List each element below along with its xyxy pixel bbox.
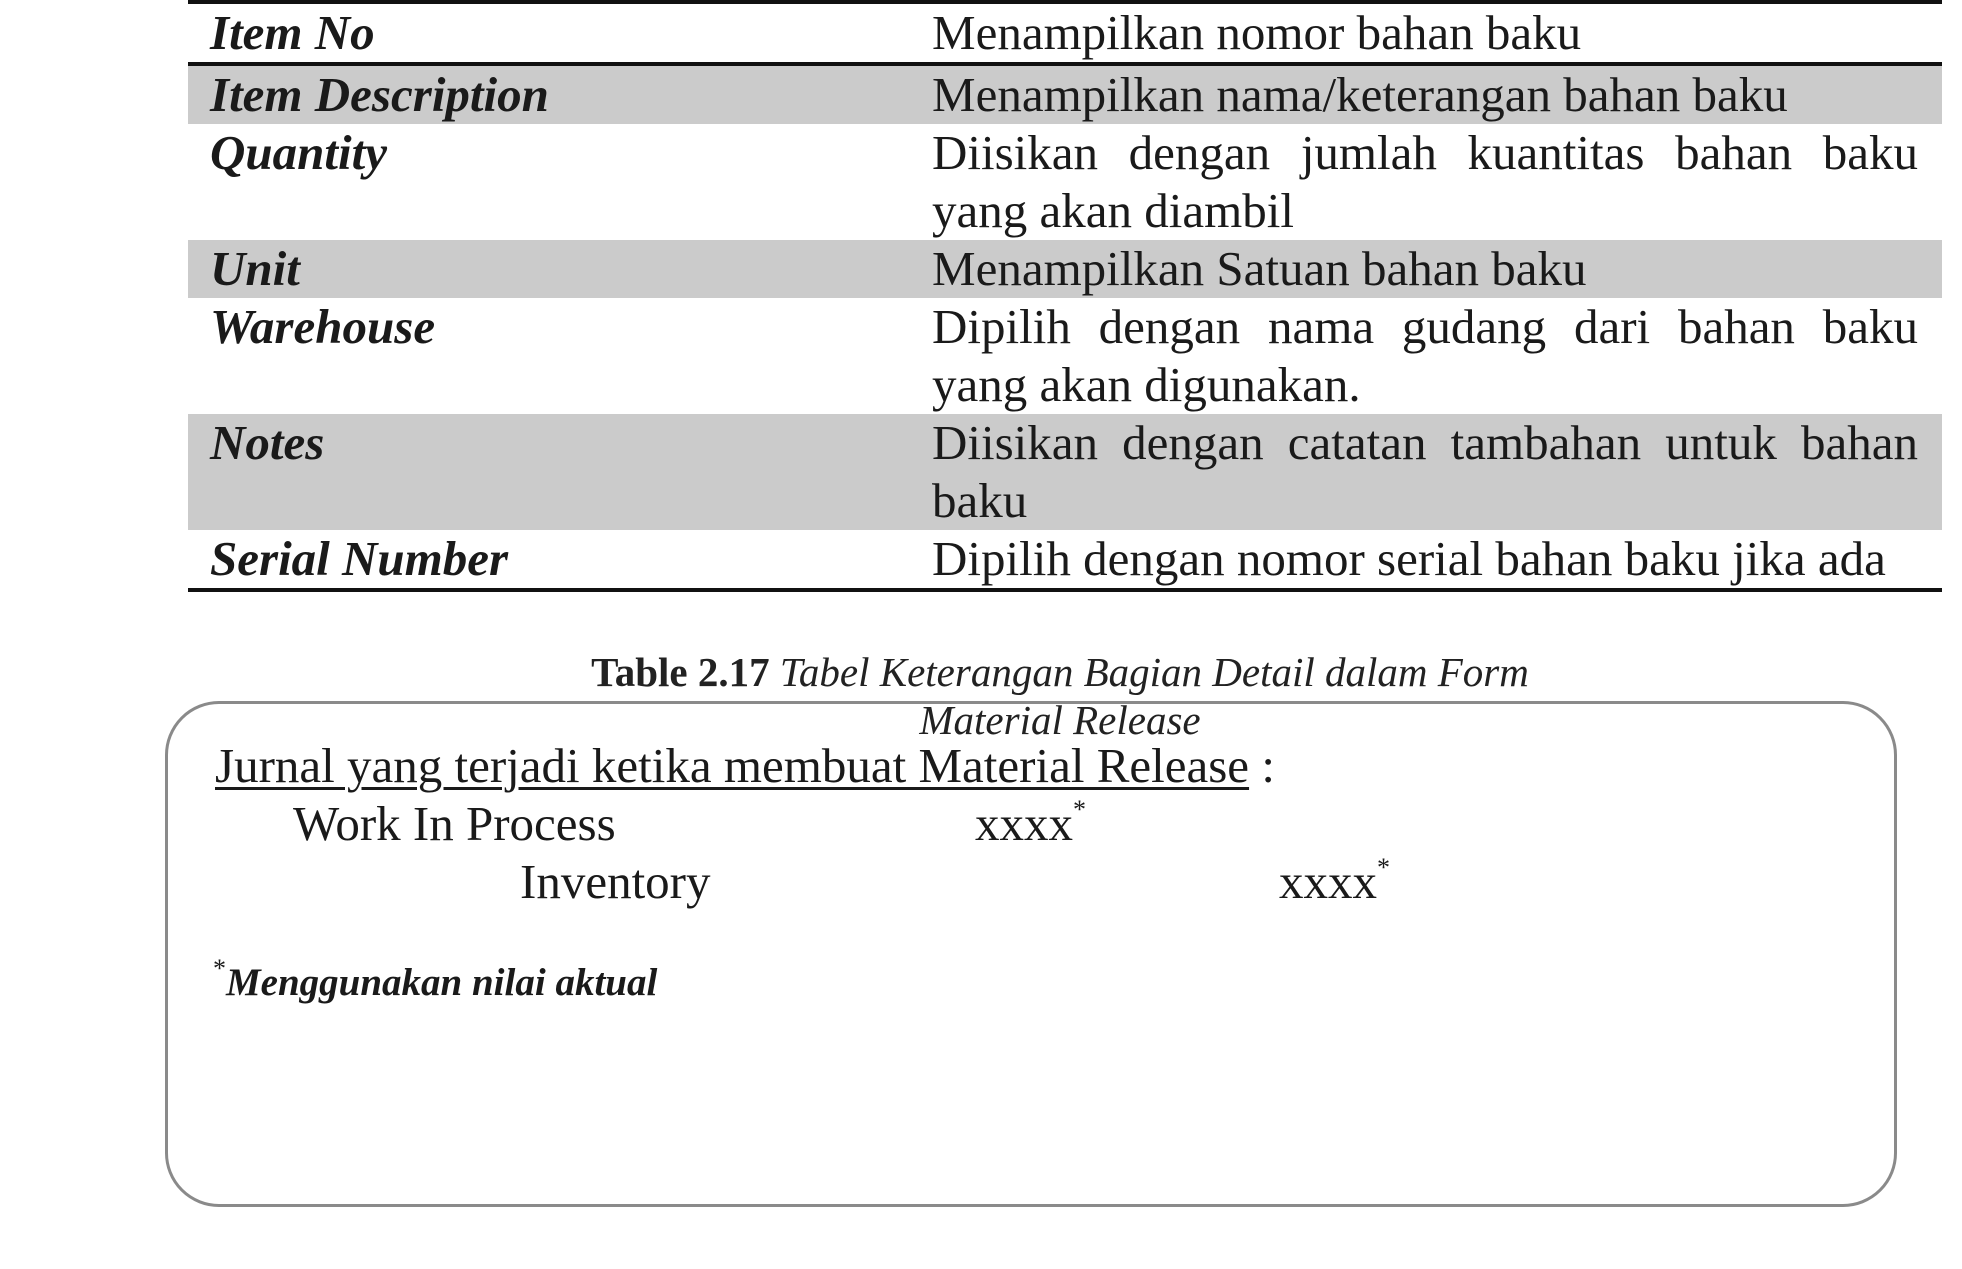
- field-description-table: [188, 0, 1942, 592]
- field-label: Serial Number: [210, 531, 509, 586]
- field-description: Dipilih dengan nomor serial bahan baku jika ada: [932, 531, 1886, 586]
- field-description: Dipilih dengan nama gudang dari bahan baku yang akan digunakan.: [932, 299, 1918, 412]
- credit-amount-value: xxxx: [1279, 854, 1377, 909]
- field-label: Unit: [188, 240, 910, 298]
- debit-amount-asterisk: *: [1073, 795, 1086, 824]
- credit-amount-asterisk: *: [1377, 853, 1390, 882]
- journal-footnote: [213, 954, 658, 1006]
- field-description: Menampilkan nama/keterangan bahan baku: [910, 64, 1942, 124]
- table-row: [188, 414, 1942, 530]
- field-label: Quantity: [210, 125, 387, 180]
- credit-account: Inventory: [520, 854, 711, 909]
- field-description: Diisikan dengan jumlah kuantitas bahan baku yang akan diambil: [932, 125, 1918, 238]
- table-row: [188, 64, 1942, 124]
- caption-number: Table 2.17: [591, 649, 770, 695]
- field-description: Menampilkan Satuan bahan baku: [910, 240, 1942, 298]
- field-label: Warehouse: [210, 299, 436, 354]
- field-label: Item No: [188, 2, 910, 64]
- table-row: [188, 530, 1942, 590]
- field-description: Diisikan dengan catatan tambahan untuk bahan baku: [910, 414, 1942, 530]
- field-description: Menampilkan nomor bahan baku: [910, 2, 1942, 64]
- debit-amount-value: xxxx: [975, 796, 1073, 851]
- caption-title: Tabel Keterangan Bagian Detail dalam Form Material Release: [779, 649, 1529, 743]
- field-label: Notes: [188, 414, 910, 530]
- debit-amount: [975, 796, 1086, 852]
- table-row: [188, 2, 1942, 64]
- table-row: [188, 240, 1942, 298]
- table-row: [188, 298, 1942, 414]
- footnote-asterisk: *: [213, 954, 226, 983]
- journal-title: [215, 738, 1275, 794]
- footnote-text: Menggunakan nilai aktual: [226, 961, 658, 1004]
- credit-amount: [1279, 854, 1390, 910]
- debit-account: Work In Process: [293, 796, 616, 851]
- table-row: [188, 124, 1942, 240]
- journal-title-colon: :: [1249, 738, 1275, 793]
- field-label: Item Description: [188, 64, 910, 124]
- journal-title-text: Jurnal yang terjadi ketika membuat Material Release: [215, 738, 1250, 793]
